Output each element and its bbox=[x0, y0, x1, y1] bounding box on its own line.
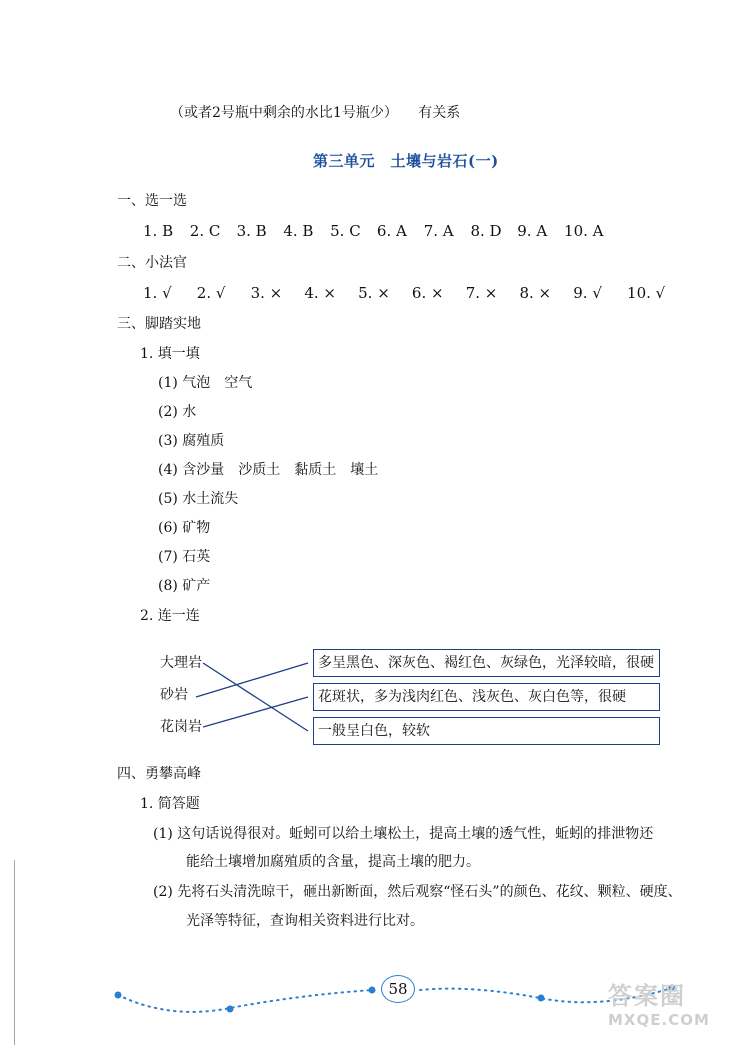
answer-1-line-2: 能给土壤增加腐殖质的含量，提高土壤的肥力。 bbox=[186, 854, 480, 870]
fill-item: (6) 矿物 bbox=[158, 520, 211, 536]
answer-item: 3. B bbox=[236, 222, 267, 240]
section-2-heading: 二、小法官 bbox=[117, 255, 187, 271]
answer-item: 9. A bbox=[517, 222, 548, 240]
answer-item: 5. C bbox=[330, 222, 361, 240]
answer-item: 7. A bbox=[423, 222, 454, 240]
fill-item: (4) 含沙量 沙质土 黏质土 壤土 bbox=[158, 462, 379, 478]
fill-item: (5) 水土流失 bbox=[158, 491, 239, 507]
answer-item: 2. C bbox=[189, 222, 221, 240]
answer-item: 7. × bbox=[465, 284, 498, 302]
answer-item: 8. D bbox=[470, 222, 502, 240]
answer-item: 5. × bbox=[358, 284, 390, 302]
page-number: 58 bbox=[381, 975, 415, 1003]
fill-item: (2) 水 bbox=[158, 404, 197, 420]
rock-label-marble: 大理岩 bbox=[160, 655, 202, 671]
fill-item: (8) 矿产 bbox=[158, 578, 211, 594]
answer-2-line-2: 光泽等特征，查询相关资料进行比对。 bbox=[186, 913, 424, 929]
fill-item: (1) 气泡 空气 bbox=[158, 375, 253, 391]
section-4-heading: 四、勇攀高峰 bbox=[117, 766, 201, 782]
answer-item: 6. × bbox=[411, 284, 444, 302]
answer-item: 1. √ bbox=[143, 284, 172, 302]
rock-label-sandstone: 砂岩 bbox=[160, 687, 188, 703]
rock-label-granite: 花岗岩 bbox=[160, 719, 202, 735]
fill-item: (7) 石英 bbox=[158, 549, 211, 565]
fill-in-subheading: 1. 填一填 bbox=[140, 346, 200, 362]
answer-item: 4. B bbox=[283, 222, 314, 240]
matching-subheading: 2. 连一连 bbox=[140, 608, 200, 624]
unit-title: 第三单元 土壤与岩石(一) bbox=[313, 152, 499, 170]
short-answer-subheading: 1. 简答题 bbox=[140, 796, 200, 812]
answer-item: 9. √ bbox=[573, 284, 602, 302]
section-1-heading: 一、选一选 bbox=[117, 193, 187, 209]
watermark-logo: 答案圈 MXQE.COM bbox=[608, 982, 710, 1029]
top-note-tail: 有关系 bbox=[418, 105, 461, 121]
section-3-heading: 三、脚踏实地 bbox=[117, 316, 201, 332]
answer-1-line-1: (1) 这句话说得很对。蚯蚓可以给土壤松土，提高土壤的透气性，蚯蚓的排泄物还 bbox=[153, 826, 654, 842]
description-box-spotted: 花斑状，多为浅肉红色、浅灰色、灰白色等，很硬 bbox=[313, 683, 660, 711]
answer-item: 10. A bbox=[564, 222, 604, 240]
description-box-white: 一般呈白色，较软 bbox=[313, 717, 660, 745]
answer-item: 2. √ bbox=[196, 284, 226, 302]
answer-item: 8. × bbox=[519, 284, 552, 302]
answer-2-line-1: (2) 先将石头清洗晾干，砸出新断面，然后观察“怪石头”的颜色、花纹、颗粒、硬度、 bbox=[153, 884, 682, 900]
answer-item: 1. B bbox=[143, 222, 174, 240]
fill-item: (3) 腐殖质 bbox=[158, 433, 225, 449]
answer-item: 6. A bbox=[376, 222, 407, 240]
answer-item: 3. × bbox=[250, 284, 283, 302]
description-box-dark: 多呈黑色、深灰色、褐红色、灰绿色，光泽较暗，很硬 bbox=[313, 649, 660, 677]
answer-item: 10. √ bbox=[627, 284, 666, 302]
top-note-text: （或者2号瓶中剩余的水比1号瓶少） bbox=[170, 105, 398, 121]
answer-item: 4. × bbox=[304, 284, 336, 302]
